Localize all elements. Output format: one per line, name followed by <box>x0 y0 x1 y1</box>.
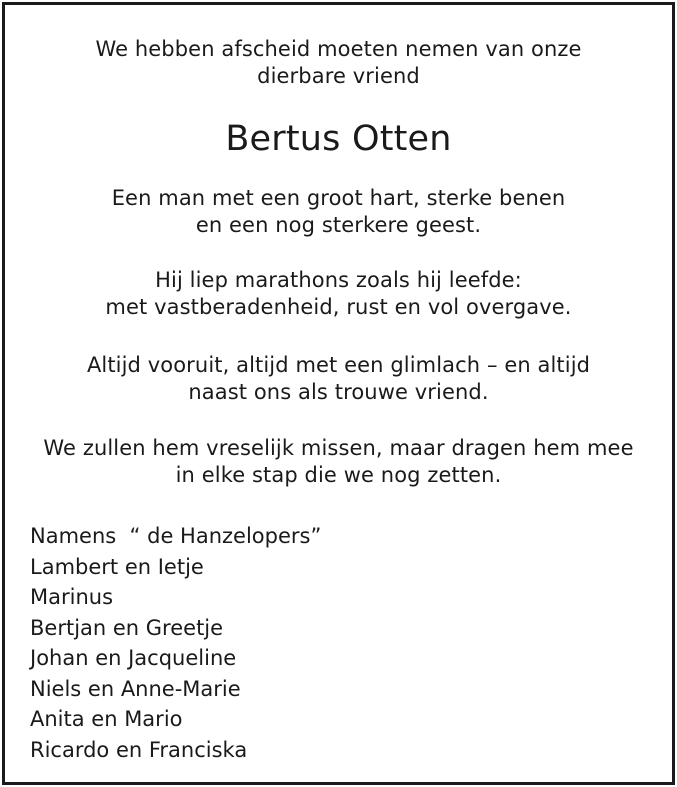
paragraph-line: Altijd vooruit, altijd met een glimlach – en altijd <box>86 353 591 377</box>
signer-line: Niels en Anne-Marie <box>30 676 241 701</box>
signer-line: Lambert en Ietje <box>30 554 204 579</box>
tribute-paragraph <box>5 185 672 239</box>
signer-line: Bertjan en Greetje <box>30 615 224 640</box>
paragraph-line: Hij liep marathons zoals hij leefde: <box>155 268 522 292</box>
paragraph-line: in elke stap die we nog zetten. <box>175 463 502 487</box>
tribute-paragraph <box>5 267 672 321</box>
paragraph-line: met vastberadenheid, rust en vol overgave. <box>105 295 572 319</box>
paragraph-line: naast ons als trouwe vriend. <box>188 380 489 404</box>
deceased-name: Bertus Otten <box>225 119 452 159</box>
signer-line: Anita en Mario <box>30 707 183 731</box>
intro-text <box>5 36 672 90</box>
intro-line: We hebben afscheid moeten nemen van onze <box>95 37 582 61</box>
signer-line: Marinus <box>30 585 114 609</box>
signer-line: Johan en Jacqueline <box>30 646 237 670</box>
paragraph-line: en een nog sterkere geest. <box>195 213 482 237</box>
tribute-paragraph <box>5 352 672 406</box>
paragraph-line: We zullen hem vreselijk missen, maar dragen hem mee <box>43 436 634 460</box>
signer-line: Ricardo en Franciska <box>30 737 248 762</box>
paragraph-line: Een man met een groot hart, sterke benen <box>111 186 566 210</box>
signers-list <box>30 521 321 765</box>
intro-line: dierbare vriend <box>257 64 420 88</box>
notice-border <box>2 2 675 785</box>
tribute-paragraph <box>5 435 672 489</box>
signer-line: Namens “ de Hanzelopers” <box>30 524 322 548</box>
